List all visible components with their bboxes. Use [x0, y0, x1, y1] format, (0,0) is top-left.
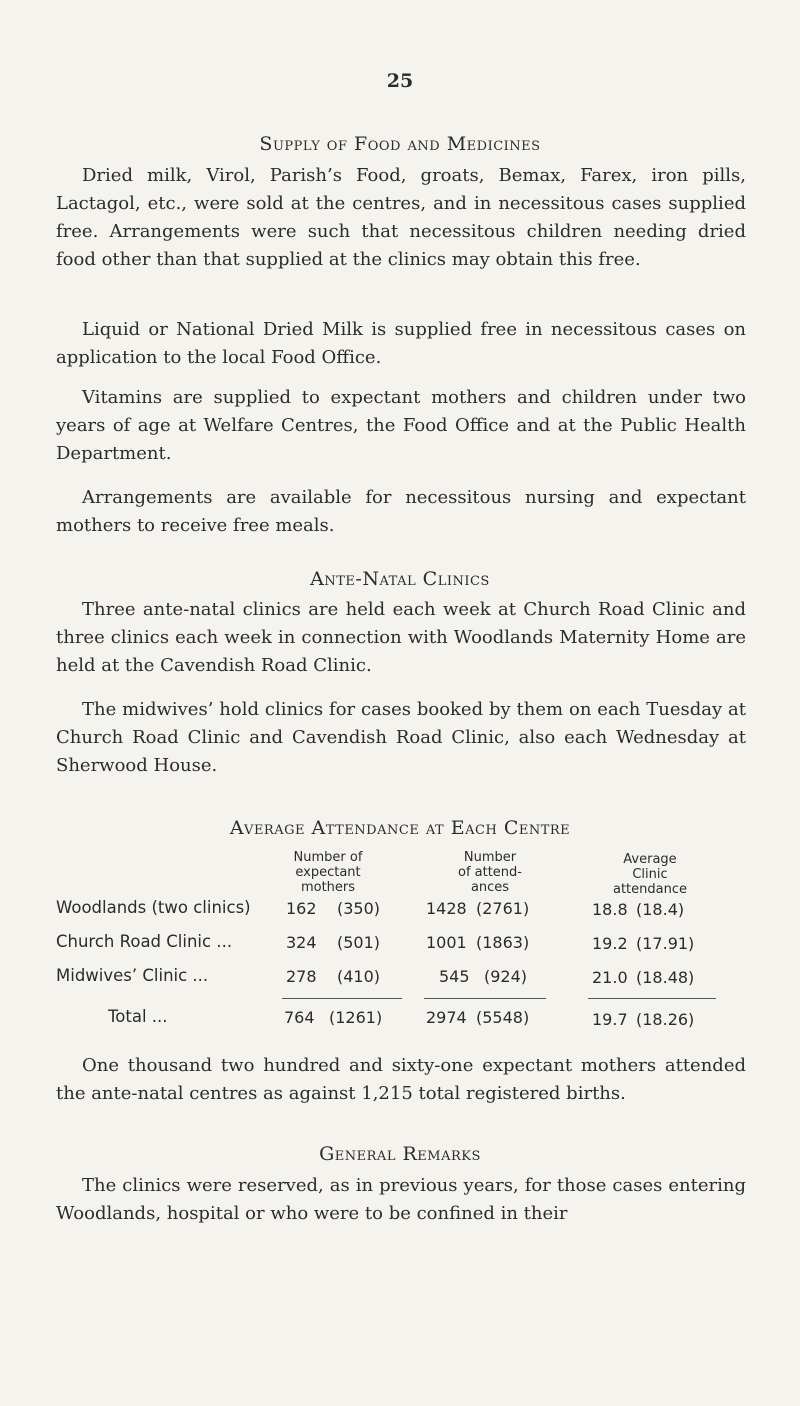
column-header-line: Number of — [293, 850, 363, 865]
column-header-average-attendance — [580, 852, 720, 897]
page-number: 25 — [386, 70, 414, 92]
section-heading-supply: Supply of Food and Medicines — [259, 133, 541, 155]
table-cell: 21.0 — [592, 968, 628, 987]
column-header-line: Clinic — [632, 867, 668, 882]
total-rule — [424, 998, 546, 999]
table-cell: (1261) — [329, 1008, 383, 1027]
total-label: Total ... — [108, 1007, 168, 1026]
row-label: Woodlands (two clinics) — [56, 898, 251, 917]
column-header-expectant-mothers — [258, 850, 398, 895]
column-header-line: Average — [623, 852, 677, 867]
section-heading-antenatal: Ante-Natal Clinics — [310, 568, 490, 590]
table-cell: (18.4) — [636, 900, 685, 919]
total-rule — [282, 998, 402, 999]
table-cell: (2761) — [476, 899, 530, 918]
table-cell: 764 — [284, 1008, 315, 1027]
paragraph: Arrangements are available for necessitous nursing and expectant mothers to receive free meals. — [56, 487, 746, 536]
total-rule — [588, 998, 716, 999]
table-cell: 18.8 — [592, 900, 628, 919]
paragraph: One thousand two hundred and sixty-one expectant mothers attended the ante-natal centres as against 1,215 total registered births. — [56, 1055, 746, 1104]
column-header-line: ances — [470, 880, 510, 895]
table-cell: 1001 — [426, 933, 467, 952]
section-heading-attendance: Average Attendance at Each Centre — [229, 817, 571, 839]
table-cell: (17.91) — [636, 934, 695, 953]
column-header-line: Number — [463, 850, 517, 865]
paragraph: Liquid or National Dried Milk is supplied free in necessitous cases on application to the local Food Office. — [56, 319, 746, 368]
table-cell: (501) — [337, 933, 381, 952]
table-cell: 162 — [286, 899, 317, 918]
table-cell: 278 — [286, 967, 317, 986]
row-label: Church Road Clinic ... — [56, 932, 233, 951]
table-cell: 324 — [286, 933, 317, 952]
table-cell: 19.7 — [592, 1010, 628, 1029]
table-cell: (1863) — [476, 933, 530, 952]
table-cell: (5548) — [476, 1008, 530, 1027]
table-cell: 545 — [439, 967, 470, 986]
section-heading-remarks: General Remarks — [319, 1143, 481, 1165]
column-header-line: expectant — [295, 865, 361, 880]
table-cell: (350) — [337, 899, 381, 918]
column-header-line: attendance — [612, 882, 687, 897]
paragraph: Dried milk, Virol, Parish’s Food, groats, Bemax, Farex, iron pills, Lactagol, etc., were sold at the centres, and in necessitous cases supplied free. Arrangements were such that necessitous children needing dried food other than that supplied at the clinics may obtain this free. — [56, 165, 746, 270]
column-header-attendances — [420, 850, 560, 895]
table-cell: 19.2 — [592, 934, 628, 953]
column-header-line: of attend- — [457, 865, 522, 880]
row-label: Midwives’ Clinic ... — [56, 966, 209, 985]
paragraph: Three ante-natal clinics are held each week at Church Road Clinic and three clinics each week in connection with Woodlands Maternity Home are held at the Cavendish Road Clinic. — [56, 599, 746, 676]
table-cell: (18.26) — [636, 1010, 695, 1029]
paragraph: The midwives’ hold clinics for cases booked by them on each Tuesday at Church Road Clinic and Cavendish Road Clinic, also each Wednesday at Sherwood House. — [56, 699, 746, 776]
column-header-line: mothers — [300, 880, 356, 895]
table-cell: 1428 — [426, 899, 467, 918]
paragraph: Vitamins are supplied to expectant mothers and children under two years of age at Welfare Centres, the Food Office and at the Public Health Department. — [56, 387, 746, 464]
paragraph: The clinics were reserved, as in previous years, for those cases entering Woodlands, hospital or who were to be confined in their — [56, 1175, 746, 1224]
table-cell: (18.48) — [636, 968, 695, 987]
table-cell: 2974 — [426, 1008, 467, 1027]
table-cell: (410) — [337, 967, 381, 986]
table-cell: (924) — [484, 967, 528, 986]
